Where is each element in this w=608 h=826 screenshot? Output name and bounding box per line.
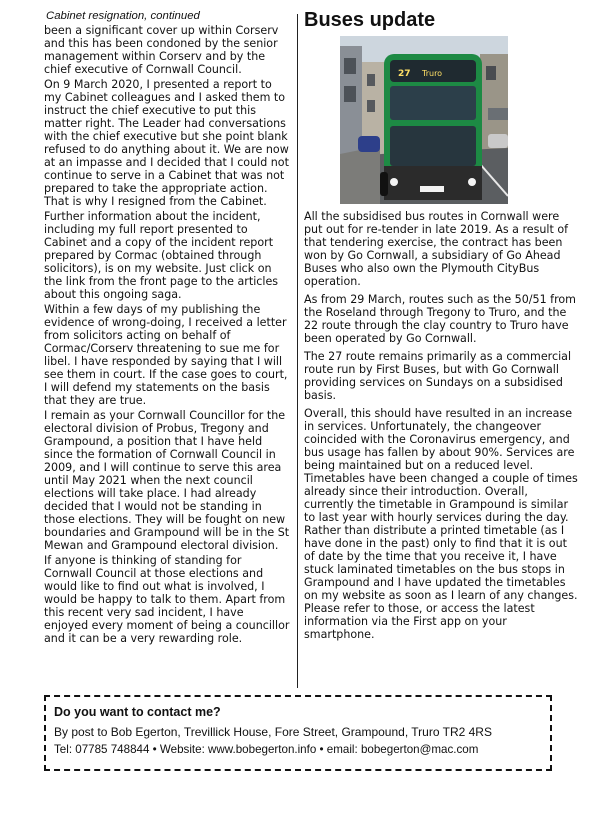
left-paragraph-1: been a significant cover up within Corserv and this has been condoned by the senior management within Corserv and by the chief executive of Cornwall Council. xyxy=(44,24,279,76)
right-paragraph-4: Overall, this should have resulted in an increase in services. Unfortunately, the changeover coincided with the Coronavirus emergency, and bus usage has fallen by about 90%. Services are being maintained but on a reduced level. Timetables have been changed a couple of times already since their introduction. Overall, currently the timetable in Grampound is similar to last year with hourly services during the day. Rather than distribute a printed timetable (as I have done in the past) only to find that it is out of date by the time that you receive it, I have stuck laminated timetables on the bus stops in Grampound and I have updated the timetables on my website as soon as I learn of any changes. Please refer to those, or access the latest information via the First app on your smartphone. xyxy=(304,407,578,641)
buses-article xyxy=(304,210,580,646)
bus-photo xyxy=(340,36,508,204)
bus-destination: Truro xyxy=(422,69,443,78)
contact-box xyxy=(44,695,552,771)
bus-route-number: 27 xyxy=(398,69,411,79)
left-paragraph-5: I remain as your Cornwall Councillor for the electoral division of Probus, Tregony and Grampound, a position that I have held since the formation of Cornwall Council in 2009, and I will continue to serve this area until May 2021 when the next council elections will take place. I had already decided that I would not be standing in those elections. They will be fought on new boundaries and Grampound will be in the St Mewan and Grampound electoral division. xyxy=(44,409,290,552)
contact-details-line: Tel: 07785 748844 • Website: www.bobegerton.info • email: bobegerton@mac.com xyxy=(54,743,479,756)
right-paragraph-1: All the subsidised bus routes in Cornwall were put out for re-tender in late 2019. As a result of that tendering exercise, the contract has been won by Go Cornwall, a subsidiary of Go Ahead Buses who also own the Plymouth CityBus operation. xyxy=(304,210,569,288)
right-column xyxy=(304,8,580,641)
left-paragraph-2: On 9 March 2020, I presented a report to my Cabinet colleagues and I asked them to instruct the chief executive to put this matter right. The Leader had conversations with the chief executive but she point blank refused to do anything about it. We are now at an impasse and I decided that I could not continue to serve in a Cabinet that was not prepared to take the appropriate action. That is why I resigned from the Cabinet. xyxy=(44,78,289,208)
continued-label: Cabinet resignation, continued xyxy=(46,10,200,22)
contact-title: Do you want to contact me? xyxy=(54,705,221,719)
column-divider xyxy=(297,14,298,688)
right-paragraph-2: As from 29 March, routes such as the 50/51 from the Roseland through Tregony to Truro, and the 22 route through the clay country to Truro have been operated by Go Cornwall. xyxy=(304,293,576,345)
left-column xyxy=(44,8,290,647)
left-paragraph-6: If anyone is thinking of standing for Cornwall Council at those elections and would like to find out what is involved, I would be happy to talk to them. Apart from this recent very sad incident, I have enjoyed every moment of being a councillor and it can be a very rewarding role. xyxy=(44,554,290,645)
right-paragraph-3: The 27 route remains primarily as a commercial route run by First Buses, but with Go Cornwall providing services on Sundays on a subsidised basis. xyxy=(304,350,572,402)
left-paragraph-3: Further information about the incident, including my full report presented to Cabinet and a copy of the incident report prepared by Cormac (obtained through solicitors), is on my website. Just click on the link from the front page to the articles about this ongoing saga. xyxy=(44,210,279,301)
contact-post-address: By post to Bob Egerton, Trevillick House, Fore Street, Grampound, Truro TR2 4RS xyxy=(54,725,492,739)
buses-update-title: Buses update xyxy=(304,9,436,31)
left-paragraph-4: Within a few days of my publishing the evidence of wrong-doing, I received a letter from solicitors acting on behalf of Cormac/Corserv threatening to sue me for libel. I have responded by saying that I will see them in court. If the case goes to court, I will defend my statements on the basis that they are true. xyxy=(44,303,288,407)
